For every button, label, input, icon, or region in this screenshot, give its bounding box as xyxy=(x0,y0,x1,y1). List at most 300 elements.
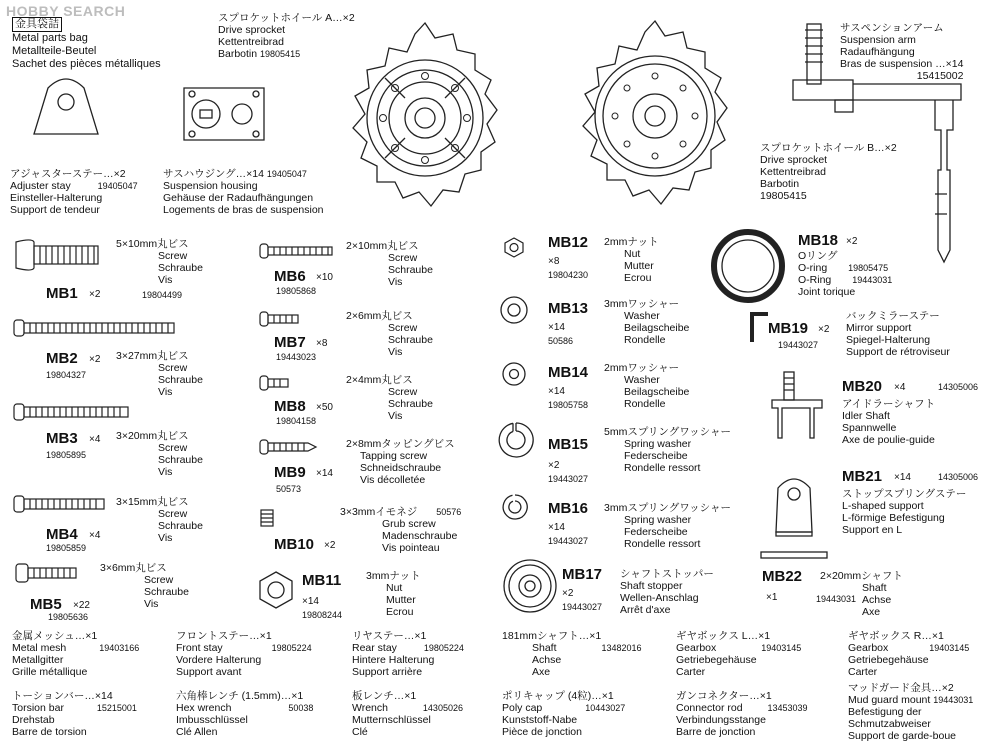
part-id: MB2 xyxy=(46,350,78,367)
label-line: O-Ring xyxy=(798,274,832,286)
part-id: MB1 xyxy=(46,285,78,302)
part-qty: ×2 xyxy=(89,354,101,365)
label-line: L-förmige Befestigung xyxy=(842,512,945,524)
label-line: Joint torique xyxy=(798,286,856,298)
part-id: MB14 xyxy=(548,364,589,381)
spring-washer-drawing xyxy=(500,492,530,522)
part-code: 19805636 xyxy=(48,612,89,622)
screw-drawing xyxy=(12,494,108,514)
jp-label: バックミラーステー xyxy=(846,310,940,322)
part-code: 50586 xyxy=(548,336,574,346)
part-mb6-label xyxy=(346,240,433,288)
jp-label: Oリング xyxy=(798,250,838,262)
part-id: MB18 xyxy=(798,232,839,249)
bottom-item xyxy=(352,690,502,738)
jp-label: 3mmスプリングワッシャー xyxy=(604,502,731,514)
label-line: Schmutzabweiser xyxy=(848,718,931,730)
jp-label: 5mmスプリングワッシャー xyxy=(604,426,731,438)
bottom-item xyxy=(176,630,336,678)
label-line: Clé xyxy=(352,726,368,738)
bottom-item xyxy=(848,682,988,742)
part-mb17-label xyxy=(620,568,714,616)
label-line: Rondelle xyxy=(624,334,666,346)
o-ring-drawing xyxy=(708,226,788,306)
label-line: Vis xyxy=(158,386,173,398)
part-qty: ×4 xyxy=(89,434,101,445)
part-qty: ×14 xyxy=(894,472,911,483)
jp-label: アジャスターステー…×2 xyxy=(10,168,126,180)
part-code: 19805224 xyxy=(423,643,464,653)
label-line: Einsteller-Halterung xyxy=(10,192,103,204)
label-line: Schraube xyxy=(158,520,203,532)
label-line: Axe de poulie-guide xyxy=(842,434,935,446)
part-code: 19403166 xyxy=(99,643,140,653)
jp-label: 3×15mm丸ビス xyxy=(116,496,189,508)
label-line: Befestigung der xyxy=(848,706,922,718)
part-qty: ×2 xyxy=(818,324,830,335)
part-mb11-label xyxy=(366,570,421,618)
label-line: Support de garde-boue xyxy=(848,730,956,742)
label-line: Support arrière xyxy=(352,666,423,678)
label-line: Spiegel-Halterung xyxy=(846,334,931,346)
part-qty: ×4 xyxy=(894,382,906,393)
label-line: Axe xyxy=(862,606,881,618)
part-code: 19804230 xyxy=(548,270,589,280)
label-line: Mirror support xyxy=(846,322,912,334)
label-line: Mutter xyxy=(624,260,654,272)
label-line: Axe xyxy=(532,666,551,678)
part-id: MB22 xyxy=(762,568,803,585)
label-line: Screw xyxy=(388,252,418,264)
label-line: L-shaped support xyxy=(842,500,924,512)
jp-label: スプロケットホイール A…×2 xyxy=(218,12,355,24)
label-line: Kettentreibrad xyxy=(760,166,826,178)
label-line: Torsion bar xyxy=(12,702,64,714)
label-line: Beilagscheibe xyxy=(624,322,690,334)
part-code: 13482016 xyxy=(601,643,642,653)
idler-shaft-drawing xyxy=(770,370,830,450)
part-mb14-label xyxy=(604,362,689,410)
screw-drawing xyxy=(12,402,132,422)
part-code: 19403145 xyxy=(929,643,970,653)
label-line: Support de rétroviseur xyxy=(846,346,950,358)
bottom-item xyxy=(352,630,502,678)
part-qty: ×2 xyxy=(846,236,858,247)
label-line: Suspension arm xyxy=(840,34,916,46)
part-id: MB9 xyxy=(274,464,306,481)
part-code: 19805758 xyxy=(548,400,589,410)
jp-label: 3×20mm丸ビス xyxy=(116,430,189,442)
label-line: Support avant xyxy=(176,666,242,678)
part-code: 14305006 xyxy=(938,472,979,482)
label-line: Achse xyxy=(862,594,892,606)
part-code: 10443027 xyxy=(585,703,626,713)
label-line: Hex wrench xyxy=(176,702,232,714)
washer-drawing xyxy=(500,360,528,388)
part-code: 19805895 xyxy=(46,450,87,460)
jp-label: 2mmナット xyxy=(604,236,659,248)
jp-label: 3mmナット xyxy=(366,570,421,582)
part-id: MB3 xyxy=(46,430,78,447)
bag-line: Metallteile-Beutel xyxy=(12,45,97,57)
label-line: Kettentreibrad xyxy=(218,36,284,48)
label-line: Drive sprocket xyxy=(760,154,828,166)
part-id: MB11 xyxy=(302,572,342,589)
part-mb5-label xyxy=(100,562,189,610)
label-line: Barre de jonction xyxy=(676,726,756,738)
jp-label: スプロケットホイール B…×2 xyxy=(760,142,897,154)
jp-label: 3×27mm丸ビス xyxy=(116,350,189,362)
nut-drawing xyxy=(256,570,296,610)
part-code: 19805868 xyxy=(276,286,317,296)
part-mb1-label xyxy=(116,238,203,286)
label-line: Metallgitter xyxy=(12,654,64,666)
bottom-item xyxy=(502,630,652,678)
part-code: 19805224 xyxy=(271,643,312,653)
label-line: Schraube xyxy=(158,374,203,386)
part-qty: ×10 xyxy=(316,272,333,283)
part-qty: ×14 xyxy=(302,596,319,607)
part-code: 19808244 xyxy=(302,610,343,620)
label-line: Carter xyxy=(848,666,878,678)
label-line: Achse xyxy=(532,654,562,666)
label-line: Shaft xyxy=(532,642,557,654)
label-line: Vis pointeau xyxy=(382,542,440,554)
label-line: Ecrou xyxy=(624,272,652,284)
jp-label: リヤステー…×1 xyxy=(352,630,427,642)
suspension-housing-drawing xyxy=(176,74,276,154)
label-line: Nut xyxy=(386,582,403,594)
label-line: Gearbox xyxy=(848,642,889,654)
sprocket-b-drawing xyxy=(560,14,750,224)
label-line: Shaft xyxy=(862,582,887,594)
jp-label: アイドラーシャフト xyxy=(842,398,936,410)
label-line: Vis xyxy=(158,466,173,478)
label-line: Barbotin xyxy=(760,178,800,190)
label-line: Schraube xyxy=(388,398,433,410)
label-line: Rondelle xyxy=(624,398,666,410)
label-line: Screw xyxy=(388,386,418,398)
part-code: 19443027 xyxy=(548,536,589,546)
part-code: 19443027 xyxy=(562,602,603,612)
part-qty: ×4 xyxy=(89,530,101,541)
label-line: Shaft stopper xyxy=(620,580,683,592)
part-mb22-label xyxy=(820,570,903,618)
label-line: Support en L xyxy=(842,524,903,536)
part-qty: ×8 xyxy=(548,256,560,267)
label-line: Ecrou xyxy=(386,606,414,618)
screw-drawing xyxy=(258,242,338,260)
label-line: O-ring xyxy=(798,262,828,274)
part-id: MB10 xyxy=(274,536,315,553)
part-id: MB17 xyxy=(562,566,603,583)
label-line: Support de tendeur xyxy=(10,204,100,216)
part-id: MB21 xyxy=(842,468,883,485)
part-code: 19443031 xyxy=(852,275,893,285)
jp-label: シャフトストッパー xyxy=(620,568,714,580)
label-line: Vis xyxy=(388,276,403,288)
part-qty: ×2 xyxy=(548,460,560,471)
label-line: Spring washer xyxy=(624,514,692,526)
label-line: Carter xyxy=(676,666,706,678)
part-code: 50576 xyxy=(436,507,462,517)
label-line: Gehäuse der Radaufhängungen xyxy=(163,192,314,204)
jp-label: 3mmワッシャー xyxy=(604,298,680,310)
part-qty: ×1 xyxy=(766,592,778,603)
label-line: Clé Allen xyxy=(176,726,218,738)
part-id: MB12 xyxy=(548,234,589,251)
jp-label: サスハウジング…×14 xyxy=(163,168,264,180)
washer-drawing xyxy=(498,294,530,326)
jp-label: 2×6mm丸ビス xyxy=(346,310,413,322)
label-line: Tapping screw xyxy=(360,450,428,462)
part-mb2-label xyxy=(116,350,203,398)
label-line: Adjuster stay xyxy=(10,180,71,192)
bottom-item xyxy=(12,690,172,738)
label-line: Imbusschlüssel xyxy=(176,714,248,726)
part-mb7-label xyxy=(346,310,433,358)
part-id: MB15 xyxy=(548,436,589,453)
part-code: 50038 xyxy=(288,703,314,713)
bottom-item xyxy=(676,690,826,738)
screw-drawing xyxy=(258,374,292,392)
bottom-item xyxy=(848,630,988,678)
jp-label: 六角棒レンチ (1.5mm)…×1 xyxy=(176,690,304,702)
jp-label: 2×20mmシャフト xyxy=(820,570,903,582)
part-mb18-label xyxy=(798,250,892,298)
suspension-housing-label xyxy=(163,168,324,216)
adjuster-stay-label xyxy=(10,168,138,216)
label-line: Hintere Halterung xyxy=(352,654,435,666)
label-line: Vis xyxy=(388,346,403,358)
label-line: Vis xyxy=(158,274,173,286)
label-line: Screw xyxy=(158,442,188,454)
part-code: 19443027 xyxy=(548,474,589,484)
screw-drawing xyxy=(12,318,182,338)
part-mb21-label xyxy=(842,488,966,536)
jp-label: ギヤボックス R…×1 xyxy=(848,630,944,642)
label-line: Wellen-Anschlag xyxy=(620,592,699,604)
jp-label: 5×10mm丸ビス xyxy=(116,238,189,250)
part-code: 19804499 xyxy=(142,290,183,300)
part-code: 19804158 xyxy=(276,416,317,426)
watermark-text: HOBBY SEARCH xyxy=(6,3,126,19)
part-qty: ×2 xyxy=(562,588,574,599)
jp-label: 181mmシャフト…×1 xyxy=(502,630,602,642)
part-qty: ×14 xyxy=(548,386,565,397)
label-line: Federscheibe xyxy=(624,526,688,538)
jp-label: サスペンションアーム xyxy=(840,22,944,34)
l-support-drawing xyxy=(770,470,820,540)
bottom-item xyxy=(502,690,652,738)
label-line: Grub screw xyxy=(382,518,436,530)
screw-drawing xyxy=(14,238,114,278)
label-line: Pièce de jonction xyxy=(502,726,582,738)
part-id: MB4 xyxy=(46,526,78,543)
part-code: 50573 xyxy=(276,484,302,494)
part-mb19-label xyxy=(846,310,950,358)
label-line: Rear stay xyxy=(352,642,397,654)
label-line: Barbotin xyxy=(218,48,258,60)
part-id: MB8 xyxy=(274,398,306,415)
part-mb20-label xyxy=(842,398,935,446)
sprocket-b-label xyxy=(760,142,897,202)
part-code: 14305006 xyxy=(938,382,979,392)
label-line: Getriebegehäuse xyxy=(676,654,757,666)
label-line: Kunststoff-Nabe xyxy=(502,714,578,726)
label-line: Schraube xyxy=(144,586,189,598)
part-code: 19405047 xyxy=(266,169,307,179)
bag-header xyxy=(12,14,161,71)
part-id: MB13 xyxy=(548,300,589,317)
part-qty: ×2 xyxy=(89,289,101,300)
part-mb3-label xyxy=(116,430,203,478)
tapping-screw-drawing xyxy=(258,438,320,456)
part-mb8-label xyxy=(346,374,433,422)
part-code: 19443031 xyxy=(933,695,974,705)
label-line: Schneidschraube xyxy=(360,462,442,474)
label-line: Vis décolletée xyxy=(360,474,426,486)
label-line: Schraube xyxy=(388,334,433,346)
jp-label: 3×6mm丸ビス xyxy=(100,562,167,574)
spring-washer-drawing xyxy=(496,420,536,460)
label-line: Schraube xyxy=(388,264,433,276)
bag-line: Sachet des pièces métalliques xyxy=(12,58,161,70)
label-line: Getriebegehäuse xyxy=(848,654,929,666)
label-line: Vordere Halterung xyxy=(176,654,262,666)
label-line: Suspension housing xyxy=(163,180,258,192)
part-code: 19805859 xyxy=(46,543,87,553)
part-mb15-label xyxy=(604,426,731,474)
part-code: 19405047 xyxy=(97,181,138,191)
label-line: Nut xyxy=(624,248,641,260)
jp-label: フロントステー…×1 xyxy=(176,630,272,642)
bag-line: Metal parts bag xyxy=(12,32,88,44)
part-code: 19443027 xyxy=(778,340,819,350)
bag-jp: 金具袋詰 xyxy=(12,17,62,32)
jp-label: ストップスプリングステー xyxy=(842,488,967,500)
jp-label: 2×8mmタッピングビス xyxy=(346,438,455,450)
part-qty: ×8 xyxy=(316,338,328,349)
label-line: Rondelle ressort xyxy=(624,538,701,550)
label-line: Mutter xyxy=(386,594,416,606)
label-line: Metal mesh xyxy=(12,642,67,654)
screw-drawing xyxy=(14,562,84,584)
part-code: 19805415 xyxy=(760,190,807,202)
part-code: 15415002 xyxy=(916,70,964,82)
label-line: Screw xyxy=(158,362,188,374)
part-qty: ×50 xyxy=(316,402,333,413)
part-code: 13453039 xyxy=(767,703,808,713)
label-line: Grille métallique xyxy=(12,666,88,678)
bottom-item xyxy=(676,630,826,678)
label-line: Spannwelle xyxy=(842,422,897,434)
jp-label: マッドガード金具…×2 xyxy=(848,682,954,694)
part-code: 19805475 xyxy=(848,263,889,273)
label-line: Poly cap xyxy=(502,702,543,714)
jp-label: トーションバー…×14 xyxy=(12,690,113,702)
part-id: MB19 xyxy=(768,320,809,337)
label-line: Rondelle ressort xyxy=(624,462,701,474)
part-qty: ×14 xyxy=(548,322,565,333)
bottom-item xyxy=(12,630,172,678)
part-mb4-label xyxy=(116,496,203,544)
jp-label: 2×10mm丸ビス xyxy=(346,240,419,252)
part-id: MB16 xyxy=(548,500,589,517)
part-qty: ×22 xyxy=(73,600,90,611)
adjuster-stay-drawing xyxy=(28,74,108,146)
part-qty: ×14 xyxy=(316,468,333,479)
part-mb9-label xyxy=(346,438,455,486)
jp-label: 金属メッシュ…×1 xyxy=(12,630,98,642)
label-line: Madenschraube xyxy=(382,530,458,542)
label-line: Gearbox xyxy=(676,642,717,654)
bottom-item xyxy=(176,690,336,738)
label-line: Arrêt d'axe xyxy=(620,604,671,616)
shaft-drawing xyxy=(760,550,830,562)
label-line: Drehstab xyxy=(12,714,55,726)
part-mb13-label xyxy=(604,298,689,346)
part-id: MB20 xyxy=(842,378,883,395)
jp-label: ガンコネクター…×1 xyxy=(676,690,772,702)
shaft-stopper-drawing xyxy=(500,556,560,616)
jp-label: 3×3mmイモネジ xyxy=(340,506,418,518)
label-line: Radaufhängung xyxy=(840,46,915,58)
label-line: Vis xyxy=(388,410,403,422)
nut-drawing xyxy=(502,236,526,258)
label-line: Mutternschlüssel xyxy=(352,714,431,726)
label-line: Federscheibe xyxy=(624,450,688,462)
part-id: MB5 xyxy=(30,596,62,613)
label-line: Wrench xyxy=(352,702,388,714)
label-line: Washer xyxy=(624,310,660,322)
label-line: Screw xyxy=(144,574,174,586)
part-code: 19804327 xyxy=(46,370,87,380)
label-line: Beilagscheibe xyxy=(624,386,690,398)
label-line: Vis xyxy=(158,532,173,544)
label-line: Screw xyxy=(158,508,188,520)
label-line: Logements de bras de suspension xyxy=(163,204,324,216)
label-line: Washer xyxy=(624,374,660,386)
sprocket-a-drawing xyxy=(330,18,520,228)
label-line: Schraube xyxy=(158,262,203,274)
part-code: 19403145 xyxy=(761,643,802,653)
grub-screw-drawing xyxy=(258,508,278,528)
part-mb16-label xyxy=(604,502,731,550)
label-line: Drive sprocket xyxy=(218,24,286,36)
part-mb12-label xyxy=(604,236,659,284)
jp-label: 2mmワッシャー xyxy=(604,362,680,374)
label-line: Idler Shaft xyxy=(842,410,890,422)
screw-drawing xyxy=(258,310,302,328)
label-line: Screw xyxy=(158,250,188,262)
part-id: MB6 xyxy=(274,268,306,285)
jp-label: 板レンチ…×1 xyxy=(352,690,417,702)
jp-label: ギヤボックス L…×1 xyxy=(676,630,771,642)
label-line: Mud guard mount xyxy=(848,694,931,706)
label-line: Verbindungsstange xyxy=(676,714,766,726)
label-line: Screw xyxy=(388,322,418,334)
part-mb10-label xyxy=(340,506,461,554)
part-id: MB7 xyxy=(274,334,306,351)
part-code: 15215001 xyxy=(96,703,137,713)
part-code: 19443023 xyxy=(276,352,317,362)
part-qty: ×14 xyxy=(548,522,565,533)
jp-label: 2×4mm丸ビス xyxy=(346,374,413,386)
part-code: 19443031 xyxy=(816,594,857,604)
jp-label: ポリキャップ (4粒)…×1 xyxy=(502,690,614,702)
part-code: 14305026 xyxy=(422,703,463,713)
